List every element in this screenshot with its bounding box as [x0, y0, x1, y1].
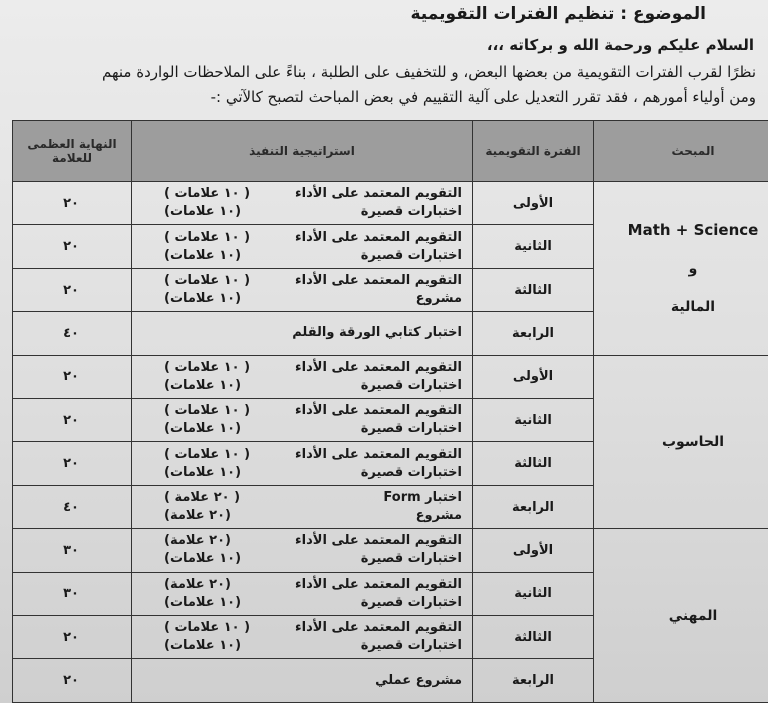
strategy-mark: ( ١٠ علامات ) [164, 620, 251, 636]
header-strategy: استراتيجية التنفيذ [132, 121, 473, 182]
subject-line: الموضوع : تنظيم الفترات التقويمية [410, 4, 706, 24]
strategy-cell [132, 225, 473, 268]
subject-cell-computer [594, 355, 768, 529]
strategy-item: اختبارات قصيرة [360, 421, 462, 437]
period-cell: الثالثة [473, 442, 594, 485]
strategy-item: التقويم المعتمد على الأداء [295, 620, 462, 636]
period-cell: الثانية [473, 225, 594, 268]
max-mark-cell: ٢٠ [13, 225, 132, 268]
subject-name: الحاسوب [661, 433, 724, 450]
strategy-mark: (١٠ علامات) [164, 638, 242, 654]
strategy-mark: ( ١٠ علامات ) [164, 273, 251, 289]
header-max-mark: النهاية العظمى للعلامة [13, 121, 132, 182]
period-cell: الأولى [473, 529, 594, 572]
strategy-mark: (١٠ علامات) [164, 291, 242, 307]
header-period: الفترة التقويمية [473, 121, 594, 182]
strategy-cell [132, 529, 473, 572]
strategy-mark: ( ١٠ علامات ) [164, 186, 251, 202]
strategy-item: اختبارات قصيرة [360, 551, 462, 567]
intro-paragraph-line-2: ومن أولياء أمورهم ، فقد تقرر التعديل على آلية التقييم في بعض المباحث لتصبح كالآتي :- [210, 88, 756, 106]
strategy-item: التقويم المعتمد على الأداء [295, 446, 462, 462]
strategy-item: التقويم المعتمد على الأداء [295, 229, 462, 245]
strategy-mark: (١٠ علامات) [164, 464, 242, 480]
period-cell: الرابعة [473, 485, 594, 528]
strategy-cell [132, 616, 473, 659]
period-cell: الأولى [473, 355, 594, 398]
strategy-cell [132, 182, 473, 225]
strategy-mark: (١٠ علامات) [164, 594, 242, 610]
strategy-cell [132, 485, 473, 528]
strategy-item: اختبارات قصيرة [360, 464, 462, 480]
max-mark-cell: ٢٠ [13, 659, 132, 703]
strategy-item: التقويم المعتمد على الأداء [295, 403, 462, 419]
max-mark-cell: ٢٠ [13, 355, 132, 398]
strategy-mark: (١٠ علامات) [164, 204, 242, 220]
strategy-mark: ( ١٠ علامات ) [164, 229, 251, 245]
strategy-cell [132, 268, 473, 311]
strategy-mark: ( ١٠ علامات ) [164, 446, 251, 462]
strategy-item: التقويم المعتمد على الأداء [295, 359, 462, 375]
max-mark-cell: ٢٠ [13, 268, 132, 311]
max-mark-cell: ٤٠ [13, 485, 132, 528]
strategy-item: اختبارات قصيرة [360, 247, 462, 263]
max-mark-cell: ٢٠ [13, 442, 132, 485]
strategy-mark: (١٠ علامات) [164, 247, 242, 263]
strategy-item: اختبارات قصيرة [360, 638, 462, 654]
subject-conjunction: و [688, 261, 698, 278]
strategy-cell [132, 659, 473, 703]
period-cell: الرابعة [473, 659, 594, 703]
period-cell: الثالثة [473, 616, 594, 659]
strategy-mark: (٢٠ علامة) [164, 533, 231, 549]
strategy-item: التقويم المعتمد على الأداء [295, 273, 462, 289]
subject-cell-math-science [594, 182, 768, 356]
subject-name: Math + Science [627, 221, 759, 240]
strategy-cell [132, 399, 473, 442]
table-row [13, 529, 768, 572]
table-row [13, 182, 768, 225]
strategy-mark: ( ١٠ علامات ) [164, 403, 251, 419]
greeting-line: السلام عليكم ورحمة الله و بركاته ،،، [486, 36, 754, 54]
strategy-mark: (٢٠ علامة) [164, 508, 231, 524]
strategy-item: اختبار Form [383, 490, 462, 506]
subject-name-secondary: المالية [670, 299, 716, 316]
strategy-cell [132, 312, 473, 355]
header-subject: المبحث [594, 121, 768, 182]
strategy-item: مشروع عملي [375, 672, 462, 688]
intro-paragraph-line-1: نظرًا لقرب الفترات التقويمية من بعضها البعض، و للتخفيف على الطلبة ، بناءً على الملاحظات الواردة منهم [101, 63, 756, 81]
subject-name: المهني [668, 607, 718, 624]
strategy-item: التقويم المعتمد على الأداء [295, 186, 462, 202]
strategy-item: اختبارات قصيرة [360, 204, 462, 220]
strategy-item: اختبارات قصيرة [360, 377, 462, 393]
period-cell: الرابعة [473, 312, 594, 355]
max-mark-cell: ٣٠ [13, 529, 132, 572]
table-header-row [13, 121, 768, 182]
strategy-item: اختبار كتابي الورقة والقلم [292, 325, 462, 341]
max-mark-cell: ٣٠ [13, 572, 132, 615]
strategy-item: التقويم المعتمد على الأداء [295, 576, 462, 592]
strategy-item: التقويم المعتمد على الأداء [295, 533, 462, 549]
period-cell: الثانية [473, 572, 594, 615]
period-cell: الثالثة [473, 268, 594, 311]
strategy-mark: ( ١٠ علامات ) [164, 359, 251, 375]
period-cell: الثانية [473, 399, 594, 442]
strategy-cell [132, 572, 473, 615]
strategy-item: اختبارات قصيرة [360, 594, 462, 610]
strategy-mark: (١٠ علامات) [164, 421, 242, 437]
period-cell: الأولى [473, 182, 594, 225]
strategy-mark: (٢٠ علامة) [164, 576, 231, 592]
strategy-mark: (١٠ علامات) [164, 551, 242, 567]
strategy-item: مشروع [415, 291, 462, 307]
subject-cell-vocational [594, 529, 768, 703]
max-mark-cell: ٢٠ [13, 399, 132, 442]
strategy-item: مشروع [415, 508, 462, 524]
max-mark-cell: ٢٠ [13, 616, 132, 659]
strategy-mark: ( ٢٠ علامة ) [164, 490, 241, 506]
table-row [13, 355, 768, 398]
strategy-cell [132, 355, 473, 398]
max-mark-cell: ٢٠ [13, 182, 132, 225]
strategy-cell [132, 442, 473, 485]
assessment-table [12, 120, 768, 703]
max-mark-cell: ٤٠ [13, 312, 132, 355]
strategy-mark: (١٠ علامات) [164, 377, 242, 393]
